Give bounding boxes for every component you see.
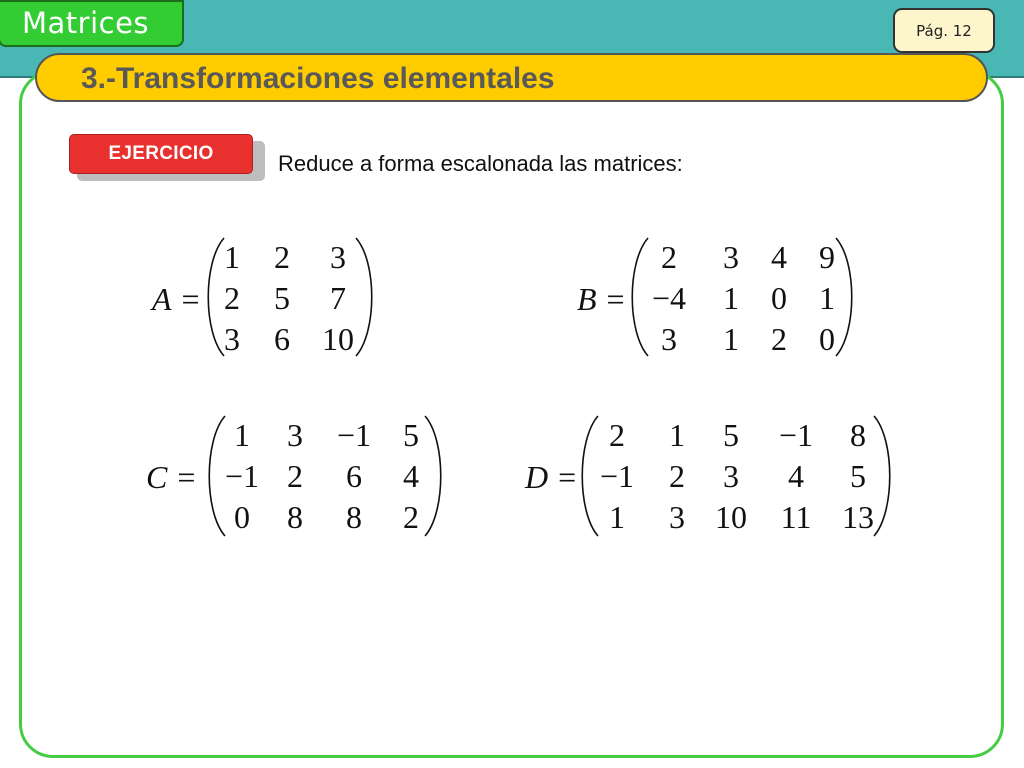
topic-tab xyxy=(0,0,184,47)
matrix-cell: 10 xyxy=(322,321,354,357)
matrix-cell: −4 xyxy=(651,280,687,316)
matrix-cell: 9 xyxy=(819,239,835,275)
matrix-a-equals: = xyxy=(181,281,200,317)
matrix-cell: −1 xyxy=(599,458,635,494)
matrix-cell: 1 xyxy=(819,280,835,316)
matrix-cell: 8 xyxy=(850,417,866,453)
matrix-cell: 2 xyxy=(274,239,290,275)
matrix-cell: 4 xyxy=(788,458,804,494)
matrix-b-label xyxy=(577,281,625,318)
matrix-cell: 2 xyxy=(609,417,625,453)
matrix-cell: 0 xyxy=(234,499,250,535)
matrix-cell: 2 xyxy=(771,321,787,357)
matrix-cell: 1 xyxy=(224,239,240,275)
matrix-cell: 1 xyxy=(723,321,739,357)
matrix-cell: 3 xyxy=(287,417,303,453)
matrix-cell: 3 xyxy=(723,239,739,275)
matrix-cell: 10 xyxy=(715,499,747,535)
matrix-cell: 3 xyxy=(723,458,739,494)
matrix-c-equals: = xyxy=(177,459,196,495)
matrix-cell: 2 xyxy=(287,458,303,494)
exercise-instruction: Reduce a forma escalonada las matrices: xyxy=(278,151,683,176)
matrix-cell: 5 xyxy=(850,458,866,494)
matrix-cell: 5 xyxy=(274,280,290,316)
section-title: 3.-Transformaciones elementales xyxy=(81,62,555,95)
matrix-d-name: D xyxy=(525,459,549,495)
matrix-b-name: B xyxy=(577,281,597,317)
matrix-cell: 8 xyxy=(287,499,303,535)
matrix-c-name: C xyxy=(146,459,168,495)
matrix-cell: 3 xyxy=(224,321,240,357)
matrix-cell: 0 xyxy=(771,280,787,316)
matrix-d-label xyxy=(525,459,576,496)
matrix-cell: −1 xyxy=(224,458,260,494)
matrix-d-equals: = xyxy=(558,459,577,495)
matrix-cell: 1 xyxy=(609,499,625,535)
matrix-cell: 4 xyxy=(403,458,419,494)
matrix-cell: 4 xyxy=(771,239,787,275)
matrix-cell: 13 xyxy=(842,499,874,535)
matrix-cell: 3 xyxy=(669,499,685,535)
topic-tab-label: Matrices xyxy=(22,6,150,40)
matrix-cell: 3 xyxy=(330,239,346,275)
page-number: Pág. 12 xyxy=(916,21,972,40)
matrix-cell: 7 xyxy=(330,280,346,316)
matrix-a-name: A xyxy=(152,281,172,317)
matrix-d-right-paren xyxy=(0,0,1,1)
matrix-cell: 0 xyxy=(819,321,835,357)
section-banner xyxy=(35,53,988,102)
matrix-cell: 2 xyxy=(403,499,419,535)
exercise-badge xyxy=(69,134,253,174)
matrix-cell: 8 xyxy=(346,499,362,535)
matrix-cell: −1 xyxy=(778,417,814,453)
matrix-a-label xyxy=(152,281,200,318)
matrix-cell: 5 xyxy=(403,417,419,453)
matrix-cell: 5 xyxy=(723,417,739,453)
matrix-b-equals: = xyxy=(606,281,625,317)
matrix-cell: 1 xyxy=(723,280,739,316)
matrix-cell: 11 xyxy=(780,499,812,535)
matrix-cell: 2 xyxy=(224,280,240,316)
matrix-cell: 6 xyxy=(274,321,290,357)
matrix-cell: 6 xyxy=(346,458,362,494)
matrix-cell: 3 xyxy=(661,321,677,357)
exercise-badge-label: EJERCICIO xyxy=(108,143,214,164)
matrix-cell: 1 xyxy=(234,417,250,453)
page-number-box xyxy=(893,8,995,53)
matrix-c-label xyxy=(146,459,195,496)
matrix-cell: 1 xyxy=(669,417,685,453)
matrix-cell: −1 xyxy=(336,417,372,453)
matrix-cell: 2 xyxy=(661,239,677,275)
matrix-cell: 2 xyxy=(669,458,685,494)
